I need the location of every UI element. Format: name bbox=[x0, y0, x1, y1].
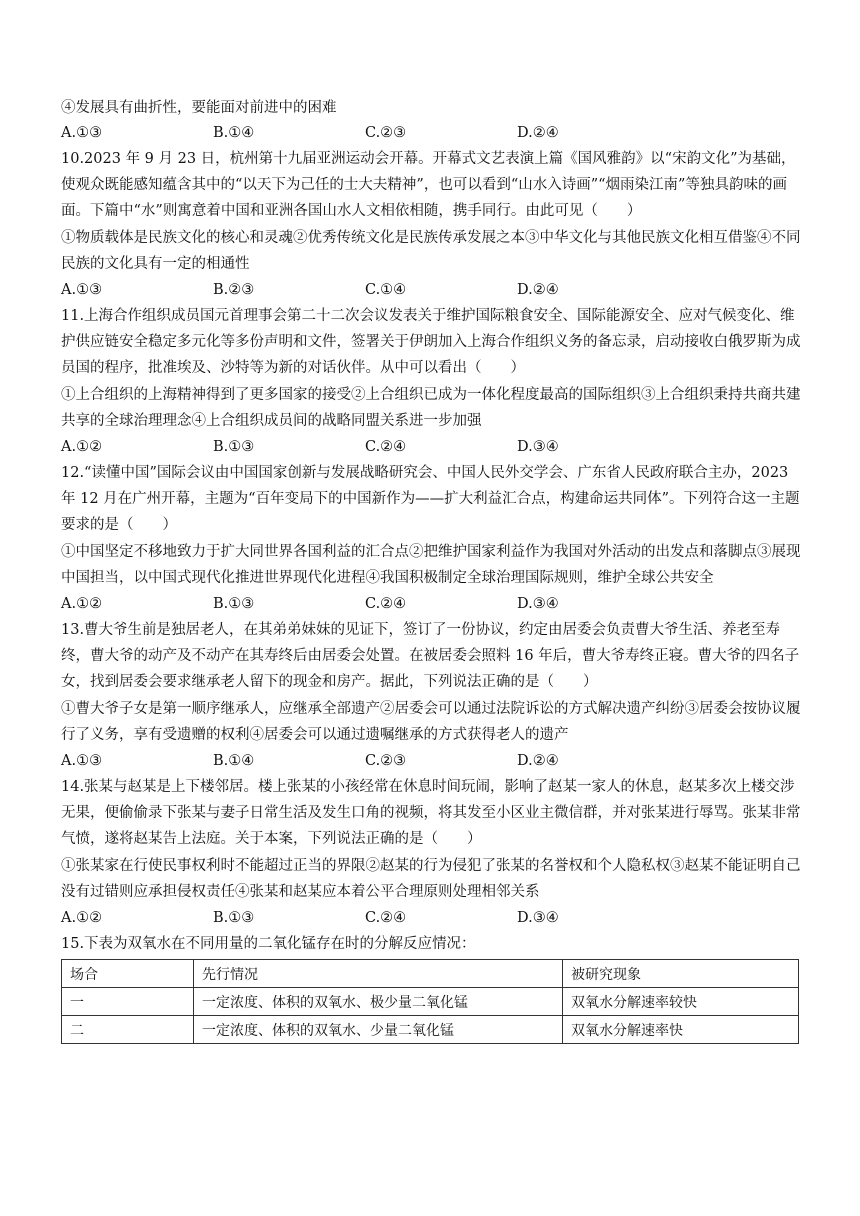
option-a: A.①② bbox=[61, 596, 103, 613]
q13-options bbox=[61, 748, 801, 774]
option-c: C.②④ bbox=[365, 439, 407, 456]
option-a: A.①② bbox=[61, 910, 103, 927]
option-c: C.①④ bbox=[365, 282, 407, 299]
q13-stem: 13.曹大爷生前是独居老人，在其弟弟妹妹的见证下，签订了一份协议，约定由居委会负责曹大爷生活、养老至寿终，曹大爷的动产及不动产在其寿终后由居委会处置。在被居委会照料 16 年后，曹大爷寿终正寝。曹大爷的四名子女，找到居委会要求继承老人留下的现金和房产。据此，下列说法正确的是（ ） bbox=[61, 622, 800, 691]
option-c: C.②④ bbox=[365, 596, 407, 613]
option-d: D.③④ bbox=[517, 439, 559, 456]
option-b: B.②③ bbox=[213, 282, 255, 299]
option-d: D.②④ bbox=[517, 282, 559, 299]
option-a: A.①③ bbox=[61, 753, 103, 770]
option-a: A.①③ bbox=[61, 282, 103, 299]
q11-choices: ①上合组织的上海精神得到了更多国家的接受②上合组织已成为一体化程度最高的国际组织③上合组织秉持共商共建共享的全球治理理念④上合组织成员间的战略同盟关系进一步加强 bbox=[61, 386, 801, 429]
option-b: B.①③ bbox=[213, 910, 255, 927]
data-table bbox=[61, 959, 799, 1044]
q11-options bbox=[61, 434, 801, 460]
table-row bbox=[62, 988, 799, 1016]
option-d: D.②④ bbox=[517, 125, 559, 141]
option-b: B.①④ bbox=[213, 753, 255, 770]
q12-options bbox=[61, 591, 801, 617]
table-header-cell: 被研究现象 bbox=[563, 960, 799, 988]
q12-choices: ①中国坚定不移地致力于扩大同世界各国利益的汇合点②把维护国家利益作为我国对外活动的出发点和落脚点③展现中国担当，以中国式现代化推进世界现代化进程④我国积极制定全球治理国际规则，维护全球公共安全 bbox=[61, 543, 801, 586]
table-header-row bbox=[62, 960, 799, 988]
table-cell: 双氧水分解速率较快 bbox=[563, 988, 799, 1016]
q9-choice-tail: ④发展具有曲折性，要能面对前进中的困难 bbox=[61, 100, 337, 116]
table-header-cell: 先行情况 bbox=[194, 960, 563, 988]
q15-stem: 15.下表为双氧水在不同用量的二氧化锰存在时的分解反应情况： bbox=[61, 936, 476, 953]
q10-options bbox=[61, 277, 801, 303]
q11-stem: 11.上海合作组织成员国元首理事会第二十二次会议发表关于维护国际粮食安全、国际能源安全、应对气候变化、维护供应链安全稳定多元化等多份声明和文件，签署关于伊朗加入上海合作组织义务的备忘录，启动接收白俄罗斯为成员国的程序，批准埃及、沙特等为新的对话伙伴。从中可以看出（ ） bbox=[61, 308, 801, 377]
option-d: D.③④ bbox=[517, 596, 559, 613]
q12-stem: 12.“读懂中国”国际会议由中国国家创新与发展战略研究会、中国人民外交学会、广东省人民政府联合主办，2023 年 12 月在广州开幕，主题为“百年变局下的中国新作为——扩大利益汇合点，构建命运共同体”。下列符合这一主题要求的是（ ） bbox=[61, 465, 800, 534]
q10-stem: 10.2023 年 9 月 23 日，杭州第十九届亚洲运动会开幕。开幕式文艺表演上篇《国风雅韵》以“宋韵文化”为基础，使观众既能感知蕴含其中的“以天下为己任的士大夫精神”，也可以看到“山水入诗画”“烟雨染江南”等独具韵味的画面。下篇中“水”则寓意着中国和亚洲各国山水人文相依相随，携手同行。由此可见（ ） bbox=[61, 151, 796, 220]
option-c: C.②③ bbox=[365, 753, 407, 770]
table-cell: 一定浓度、体积的双氧水、极少量二氧化锰 bbox=[194, 988, 563, 1016]
table-cell: 一定浓度、体积的双氧水、少量二氧化锰 bbox=[194, 1016, 563, 1044]
table-cell: 一 bbox=[62, 988, 194, 1016]
option-a: A.①② bbox=[61, 439, 103, 456]
q14-options bbox=[61, 905, 801, 931]
option-c: C.②④ bbox=[365, 910, 407, 927]
table-cell: 二 bbox=[62, 1016, 194, 1044]
exam-page bbox=[61, 96, 801, 1044]
option-c: C.②③ bbox=[365, 125, 407, 141]
q9-options bbox=[61, 120, 801, 146]
option-d: D.②④ bbox=[517, 753, 559, 770]
option-b: B.①④ bbox=[213, 125, 255, 141]
q14-stem: 14.张某与赵某是上下楼邻居。楼上张某的小孩经常在休息时间玩闹，影响了赵某一家人的休息，赵某多次上楼交涉无果，便偷偷录下张某与妻子日常生活及发生口角的视频，将其发至小区业主微信群，并对张某进行辱骂。张某非常气愤，遂将赵某告上法庭。关于本案，下列说法正确的是（ ） bbox=[61, 779, 801, 848]
option-b: B.①③ bbox=[213, 439, 255, 456]
q10-choices: ①物质载体是民族文化的核心和灵魂②优秀传统文化是民族传承发展之本③中华文化与其他民族文化相互借鉴④不同民族的文化具有一定的相通性 bbox=[61, 229, 801, 272]
table-cell: 双氧水分解速率快 bbox=[563, 1016, 799, 1044]
option-a: A.①③ bbox=[61, 125, 103, 141]
option-d: D.③④ bbox=[517, 910, 559, 927]
table-header-cell: 场合 bbox=[62, 960, 194, 988]
option-b: B.①③ bbox=[213, 596, 255, 613]
q14-choices: ①张某家在行使民事权利时不能超过正当的界限②赵某的行为侵犯了张某的名誉权和个人隐私权③赵某不能证明自己没有过错则应承担侵权责任④张某和赵某应本着公平合理原则处理相邻关系 bbox=[61, 857, 801, 900]
table-row bbox=[62, 1016, 799, 1044]
q13-choices: ①曹大爷子女是第一顺序继承人，应继承全部遗产②居委会可以通过法院诉讼的方式解决遗产纠纷③居委会按协议履行了义务，享有受遗赠的权利④居委会可以通过遗嘱继承的方式获得老人的遗产 bbox=[61, 700, 801, 743]
